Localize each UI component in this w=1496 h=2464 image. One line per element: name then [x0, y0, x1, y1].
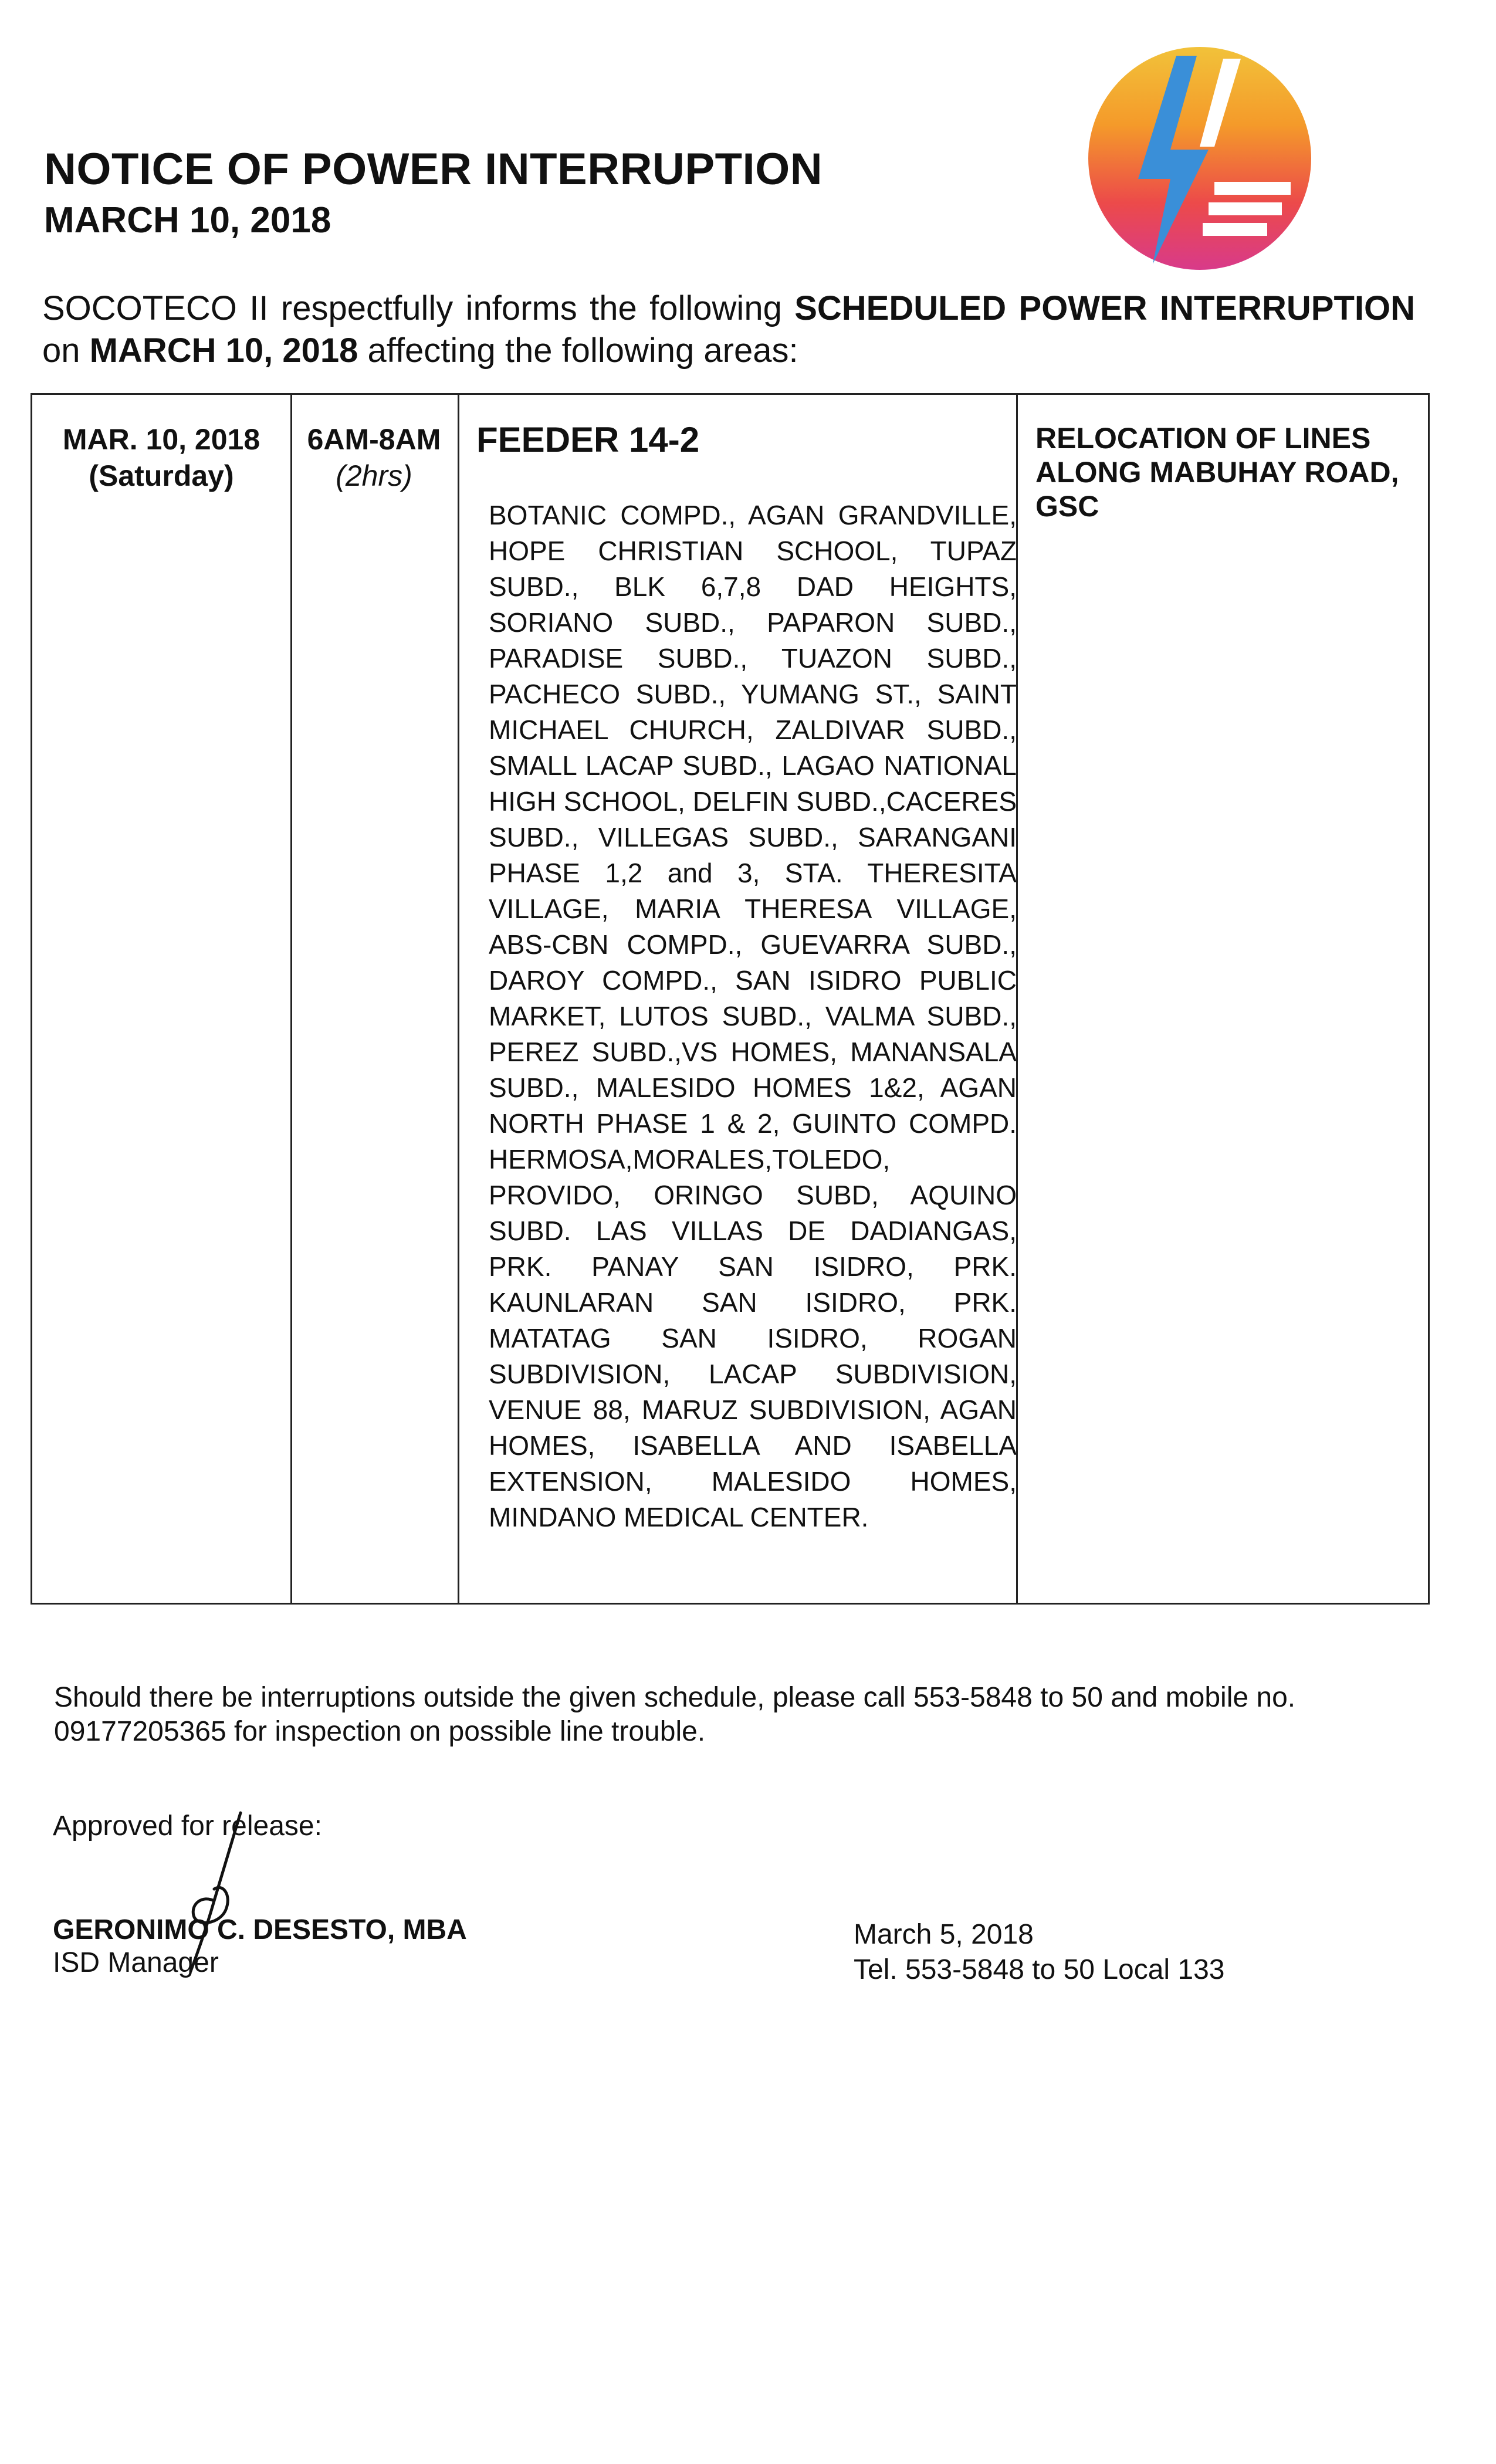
- column-divider: [290, 395, 292, 1603]
- telephone-info: Tel. 553-5848 to 50 Local 133: [854, 1954, 1225, 1985]
- notice-title: NOTICE OF POWER INTERRUPTION: [44, 144, 823, 194]
- schedule-table: [31, 393, 1430, 1605]
- signer-name: GERONIMO C. DESESTO, MBA: [53, 1914, 467, 1945]
- schedule-date: MAR. 10, 2018: [62, 423, 260, 456]
- affected-areas: BOTANIC COMPD., AGAN GRANDVILLE, HOPE CHRISTIAN SCHOOL, TUPAZ SUBD., BLK 6,7,8 DAD HEIGHTS, SORIANO SUBD., PAPARON SUBD., PARADISE SUBD., TUAZON SUBD., PACHECO SUBD., YUMANG ST., SAINT MICHAEL CHURCH, ZALDIVAR SUBD., SMALL LACAP SUBD., LAGAO NATIONAL HIGH SCHOOL, DELFIN SUBD.,CACERES SUBD., VILLEGAS SUBD., SARANGANI PHASE 1,2 and 3, STA. THERESITA VILLAGE, MARIA THERESA VILLAGE, ABS-CBN COMPD., GUEVARRA SUBD., DAROY COMPD., SAN ISIDRO PUBLIC MARKET, LUTOS SUBD., VALMA SUBD., PEREZ SUBD.,VS HOMES, MANANSALA SUBD., MALESIDO HOMES 1&2, AGAN NORTH PHASE 1 & 2, GUINTO COMPD. HERMOSA,MORALES,TOLEDO, PROVIDO, ORINGO SUBD, AQUINO SUBD. LAS VILLAS DE DADIANGAS, PRK. PANAY SAN ISIDRO, PRK. KAUNLARAN SAN ISIDRO, PRK. MATATAG SAN ISIDRO, ROGAN SUBDIVISION, LACAP SUBDIVISION, VENUE 88, MARUZ SUBDIVISION, AGAN HOMES, ISABELLA AND ISABELLA EXTENSION, MALESIDO HOMES, MINDANO MEDICAL CENTER.: [489, 500, 1017, 1532]
- schedule-time: 6AM-8AM: [307, 423, 441, 456]
- approval-label: Approved for release:: [53, 1810, 322, 1842]
- issue-date: March 5, 2018: [854, 1919, 1034, 1950]
- signer-position: ISD Manager: [53, 1947, 219, 1978]
- column-divider: [458, 395, 459, 1603]
- contact-note: Should there be interruptions outside the given schedule, please call 553-5848 to 50 and mobile no. 09177205365 for inspection on possible line trouble.: [54, 1682, 1296, 1747]
- schedule-day: (Saturday): [89, 459, 234, 492]
- schedule-duration: (2hrs): [336, 459, 412, 492]
- feeder-label: FEEDER 14-2: [476, 420, 700, 459]
- intro-paragraph: SOCOTECO II respectfully informs the following SCHEDULED POWER INTERRUPTION on MARCH 10, 2018 affecting the following areas:: [42, 289, 1416, 370]
- lightning-bolt-logo-icon: [1082, 32, 1317, 273]
- schedule-date-cell: [32, 421, 290, 494]
- notice-date-heading: MARCH 10, 2018: [44, 200, 331, 241]
- interruption-reason: RELOCATION OF LINES ALONG MABUHAY ROAD, GSC: [1035, 422, 1399, 523]
- schedule-time-cell: [290, 421, 458, 494]
